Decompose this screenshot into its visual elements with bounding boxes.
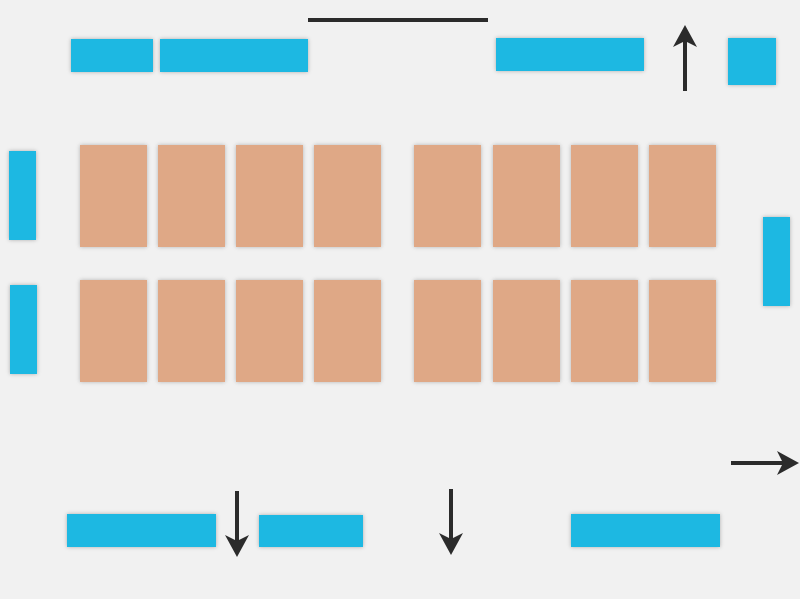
desk-block bbox=[414, 145, 481, 247]
arrow-down-icon bbox=[436, 489, 466, 557]
desk-block bbox=[414, 280, 481, 382]
desk-block bbox=[80, 145, 147, 247]
arrow-right-icon bbox=[731, 448, 799, 478]
desk-block bbox=[649, 145, 716, 247]
desk-block bbox=[158, 145, 225, 247]
top-wall-line bbox=[308, 18, 488, 22]
top-left-block bbox=[71, 39, 153, 72]
bottom-left-wide-block bbox=[67, 514, 216, 547]
left-side-lower-block bbox=[10, 285, 37, 374]
bottom-right-wide-block bbox=[571, 514, 720, 547]
desk-block bbox=[236, 145, 303, 247]
desk-block bbox=[571, 280, 638, 382]
desk-block bbox=[649, 280, 716, 382]
top-left-wide-block bbox=[160, 39, 308, 72]
arrow-up-icon bbox=[670, 25, 700, 93]
desk-block bbox=[493, 280, 560, 382]
left-side-upper-block bbox=[9, 151, 36, 240]
desk-block bbox=[493, 145, 560, 247]
desk-block bbox=[158, 280, 225, 382]
desk-block bbox=[314, 280, 381, 382]
top-right-wide-block bbox=[496, 38, 644, 71]
right-side-block bbox=[763, 217, 790, 306]
desk-block bbox=[571, 145, 638, 247]
desk-block bbox=[236, 280, 303, 382]
desk-block bbox=[80, 280, 147, 382]
desk-block bbox=[314, 145, 381, 247]
bottom-middle-block bbox=[259, 515, 363, 547]
arrow-down-icon bbox=[222, 491, 252, 559]
top-right-square-block bbox=[728, 38, 776, 85]
